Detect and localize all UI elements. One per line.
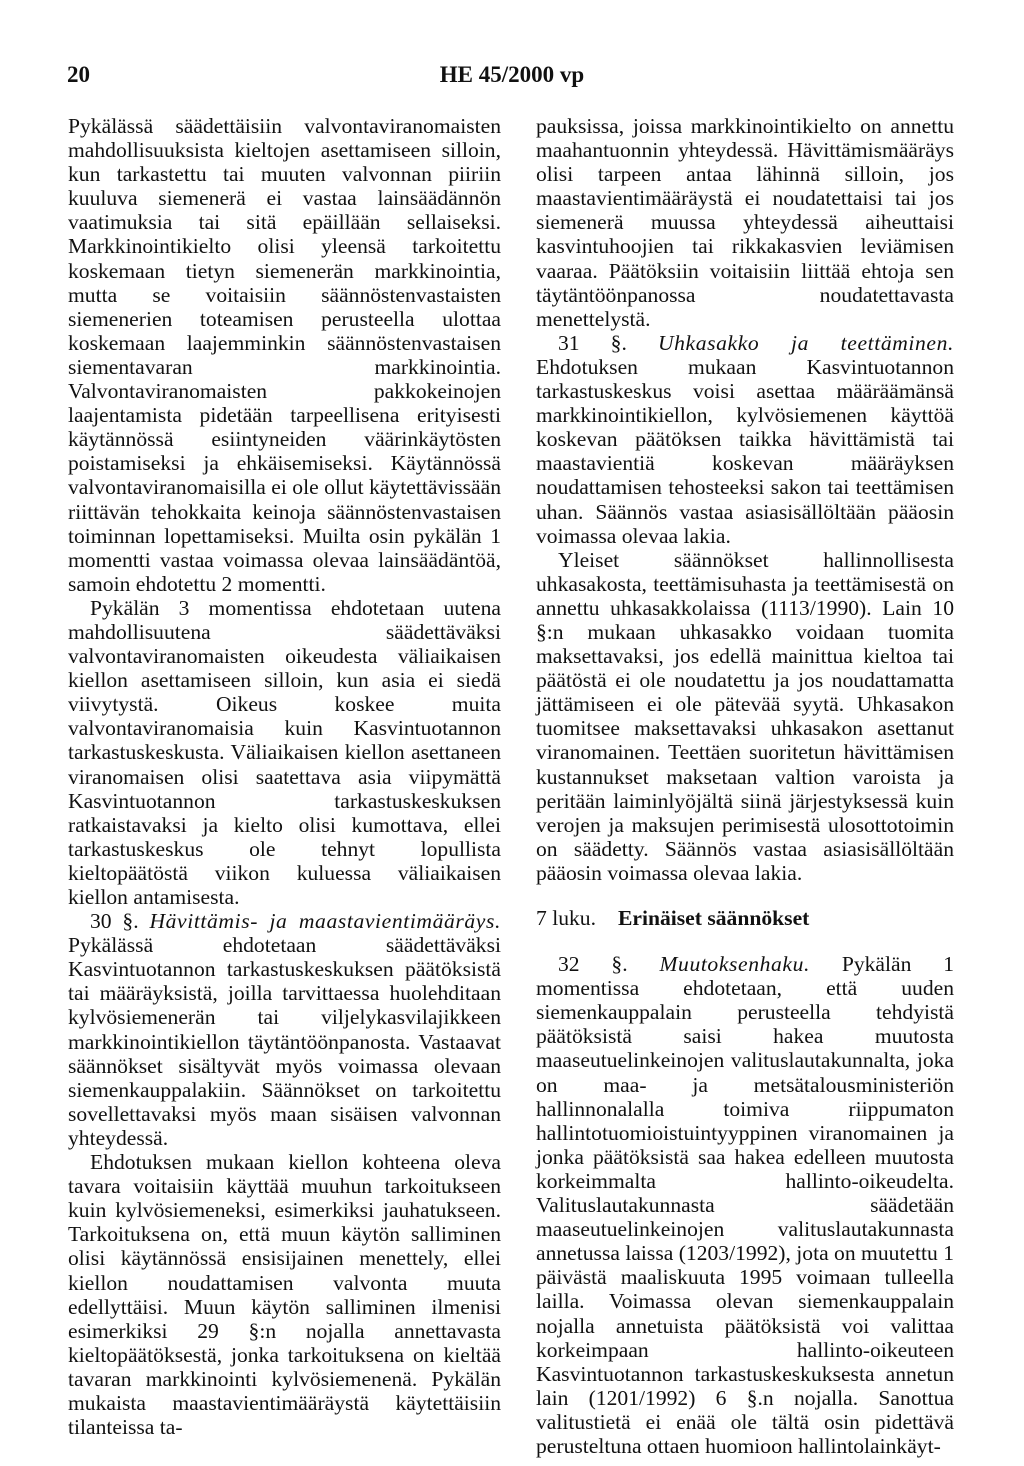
section-title: Muutoksenhaku. <box>659 952 810 977</box>
section-title: Uhkasakko ja teettäminen. <box>657 330 955 355</box>
page-header <box>67 62 957 90</box>
section-title: Hävittämis- ja maastavientimääräys. <box>149 909 501 934</box>
chapter-title: Erinäiset säännökset <box>617 906 810 930</box>
paragraph: Pykälän 3 momentissa ehdotetaan uutena mahdollisuutena säädettäväksi valvontaviranomaisten oikeudesta väliaikaisen kiellon asettamiseen silloin, kun asia ei siedä viivytystä. Oikeus koskee muita valvontaviranomaisia kuin Kasvintuotannon tarkastuskeskusta. Väliaikaisen kiellon asettaneen viranomaisen olisi saatettava asia viipymättä Kasvintuotannon tarkastuskeskuksen ratkaistavaksi ja kielto olisi kumottava, ellei tarkastuskeskus ole tehnyt lopullista kieltopäätöstä viikon kuluessa väliaikaisen kiellon antamisesta. <box>68 595 501 909</box>
section-text: Pykälässä ehdotetaan säädettäväksi Kasvintuotannon tarkastuskeskuksen päätöksistä tai määräyksistä, joilla tarvittaessa huolehditaan kylvösiemenerän tai viljelykasvilajikkeen markkinointikiellon täytäntöönpanosta. Vastaavat säännökset sisältyvät myös voimassa olevaan siemenkauppalakiin. Säännökset on tarkoitettu sovellettavaksi myös maan sisäisen valvonnan yhteydessä. <box>68 933 501 1150</box>
chapter-number: 7 luku. <box>536 906 596 930</box>
right-column <box>536 114 954 1458</box>
section-32 <box>536 952 954 1458</box>
document-id: HE 45/2000 vp <box>439 62 585 87</box>
section-text: Pykälän 1 momentissa ehdotetaan, että uuden siemenkauppalain perusteella tehdyistä päätöksistä saisi hakea muutosta maaseutuelinkeinojen valituslautakunnalta, joka on maa- ja metsätalousministeriön hallinnonalalla toimiva riippumaton hallintotuomioistuintyyppinen viranomainen ja jonka päätöksistä saa hakea edelleen muutosta korkeimmalta hallinto-oikeudelta. Valituslautakunnasta säädetään maaseutuelinkeinojen valituslautakunnasta annetussa laissa (1203/1992), jota on muutettu 1 päivästä maaliskuuta 1995 voimaan tulleella lailla. Voimassa olevan siemenkauppalain nojalla annetuista päätöksistä voi valittaa korkeimpaan hallinto-oikeuteen Kasvintuotannon tarkastuskeskuksesta annetun lain (1201/1992) 6 §.n nojalla. Sanottua valitustietä ei enää ole tältä osin pidettävä perusteltuna ottaen huomioon hallintolainkäyt- <box>536 952 955 1458</box>
section-31 <box>536 331 954 548</box>
section-number: 30 §. <box>90 909 139 934</box>
paragraph: Yleiset säännökset hallinnollisesta uhkasakosta, teettämisuhasta ja teettämisestä on annettu uhkasakkolaissa (1113/1990). Lain 10 §:n mukaan uhkasakko voidaan tuomita maksettavaksi, jos edellä mainittua kieltoa tai päätöstä ei ole noudatettu ja jos noudattamatta jättämiseen ei ole pätevää syytä. Uhkasakon tuomitsee maksettavaksi uhkasakon asettanut viranomainen. Teettäen suoritetun hävittämisen kustannukset maksetaan valtion varoista ja peritään laiminlyöjältä siinä järjestyksessä kuin verojen ja maksujen perimisestä ulosottotoimin on säädetty. Säännös vastaa asiasisällöltään pääosin voimassa olevaa lakia. <box>536 547 954 885</box>
paragraph: pauksissa, joissa markkinointikielto on annettu maahantuonnin yhteydessä. Hävittämismääräys olisi tarpeen antaa lähinnä silloin, jos maastavientimääräystä ei noudatettaisi tai jos siemenerä muussa yhteydessä aiheuttaisi kasvintuhoojien tai rikkakasvien leviämisen vaaraa. Päätöksiin voitaisiin liittää ehtoja sen täytäntöönpanossa noudatettavasta menettelystä. <box>536 114 954 331</box>
left-column <box>68 114 501 1439</box>
section-number: 32 §. <box>558 952 628 977</box>
section-text: Ehdotuksen mukaan Kasvintuotannon tarkastuskeskus voisi asettaa määräämänsä markkinointikiellon, kylvösiemenen käyttöä koskevan päätöksen taikka hävittämistä tai maastavientiä koskevan määräyksen noudattamisen tehosteeksi sakon tai teettämisen uhan. Säännös vastaa asiasisällöltään pääosin voimassa olevaa lakia. <box>536 354 954 548</box>
section-number: 31 §. <box>558 330 627 355</box>
section-30 <box>68 909 501 1150</box>
page-number: 20 <box>67 62 90 87</box>
paragraph: Pykälässä säädettäisiin valvontaviranomaisten mahdollisuuksista kieltojen asettamiseen silloin, kun tarkastettu tai muuten valvonnan piiriin kuuluva siemenerä ei vastaa lainsäädännön vaatimuksia tai sitä epäillään sellaiseksi. Markkinointikielto olisi yleensä tarkoitettu koskemaan tietyn siemenerän markkinointia, mutta se voitaisiin säännöstenvastaisten siemenerien toteamisen perusteella ulottaa koskemaan laajemminkin säännöstenvastaisen siementavaran markkinointia. Valvontaviranomaisten pakkokeinojen laajentamista pidetään tarpeellisena erityisesti käytännössä esiintyneiden väärinkäytösten poistamiseksi ja ehkäisemiseksi. Käytännössä valvontaviranomaisilla ei ole ollut käytettävissään riittävän tehokkaita keinoja säännöstenvastaisen toiminnan lopettamiseksi. Muilta osin pykälän 1 momentti vastaa voimassa olevaa lainsäädäntöä, samoin ehdotettu 2 momentti. <box>68 114 501 596</box>
chapter-heading <box>536 906 954 930</box>
paragraph: Ehdotuksen mukaan kiellon kohteena oleva tavara voitaisiin käyttää muuhun tarkoitukseen kuin kylvösiemeneksi, esimerkiksi jauhatukseen. Tarkoituksena on, että muun käytön salliminen olisi käytännössä ensisijainen menettely, ellei kiellon noudattamisen valvonta muuta edellyttäisi. Muun käytön salliminen ilmenisi esimerkiksi 29 §:n nojalla annettavasta kieltopäätöksestä, jonka tarkoituksena on kieltää tavaran markkinointi kylvösiemenenä. Pykälän mukaista maastavientimääräystä käytettäisiin tilanteissa ta- <box>68 1150 501 1440</box>
